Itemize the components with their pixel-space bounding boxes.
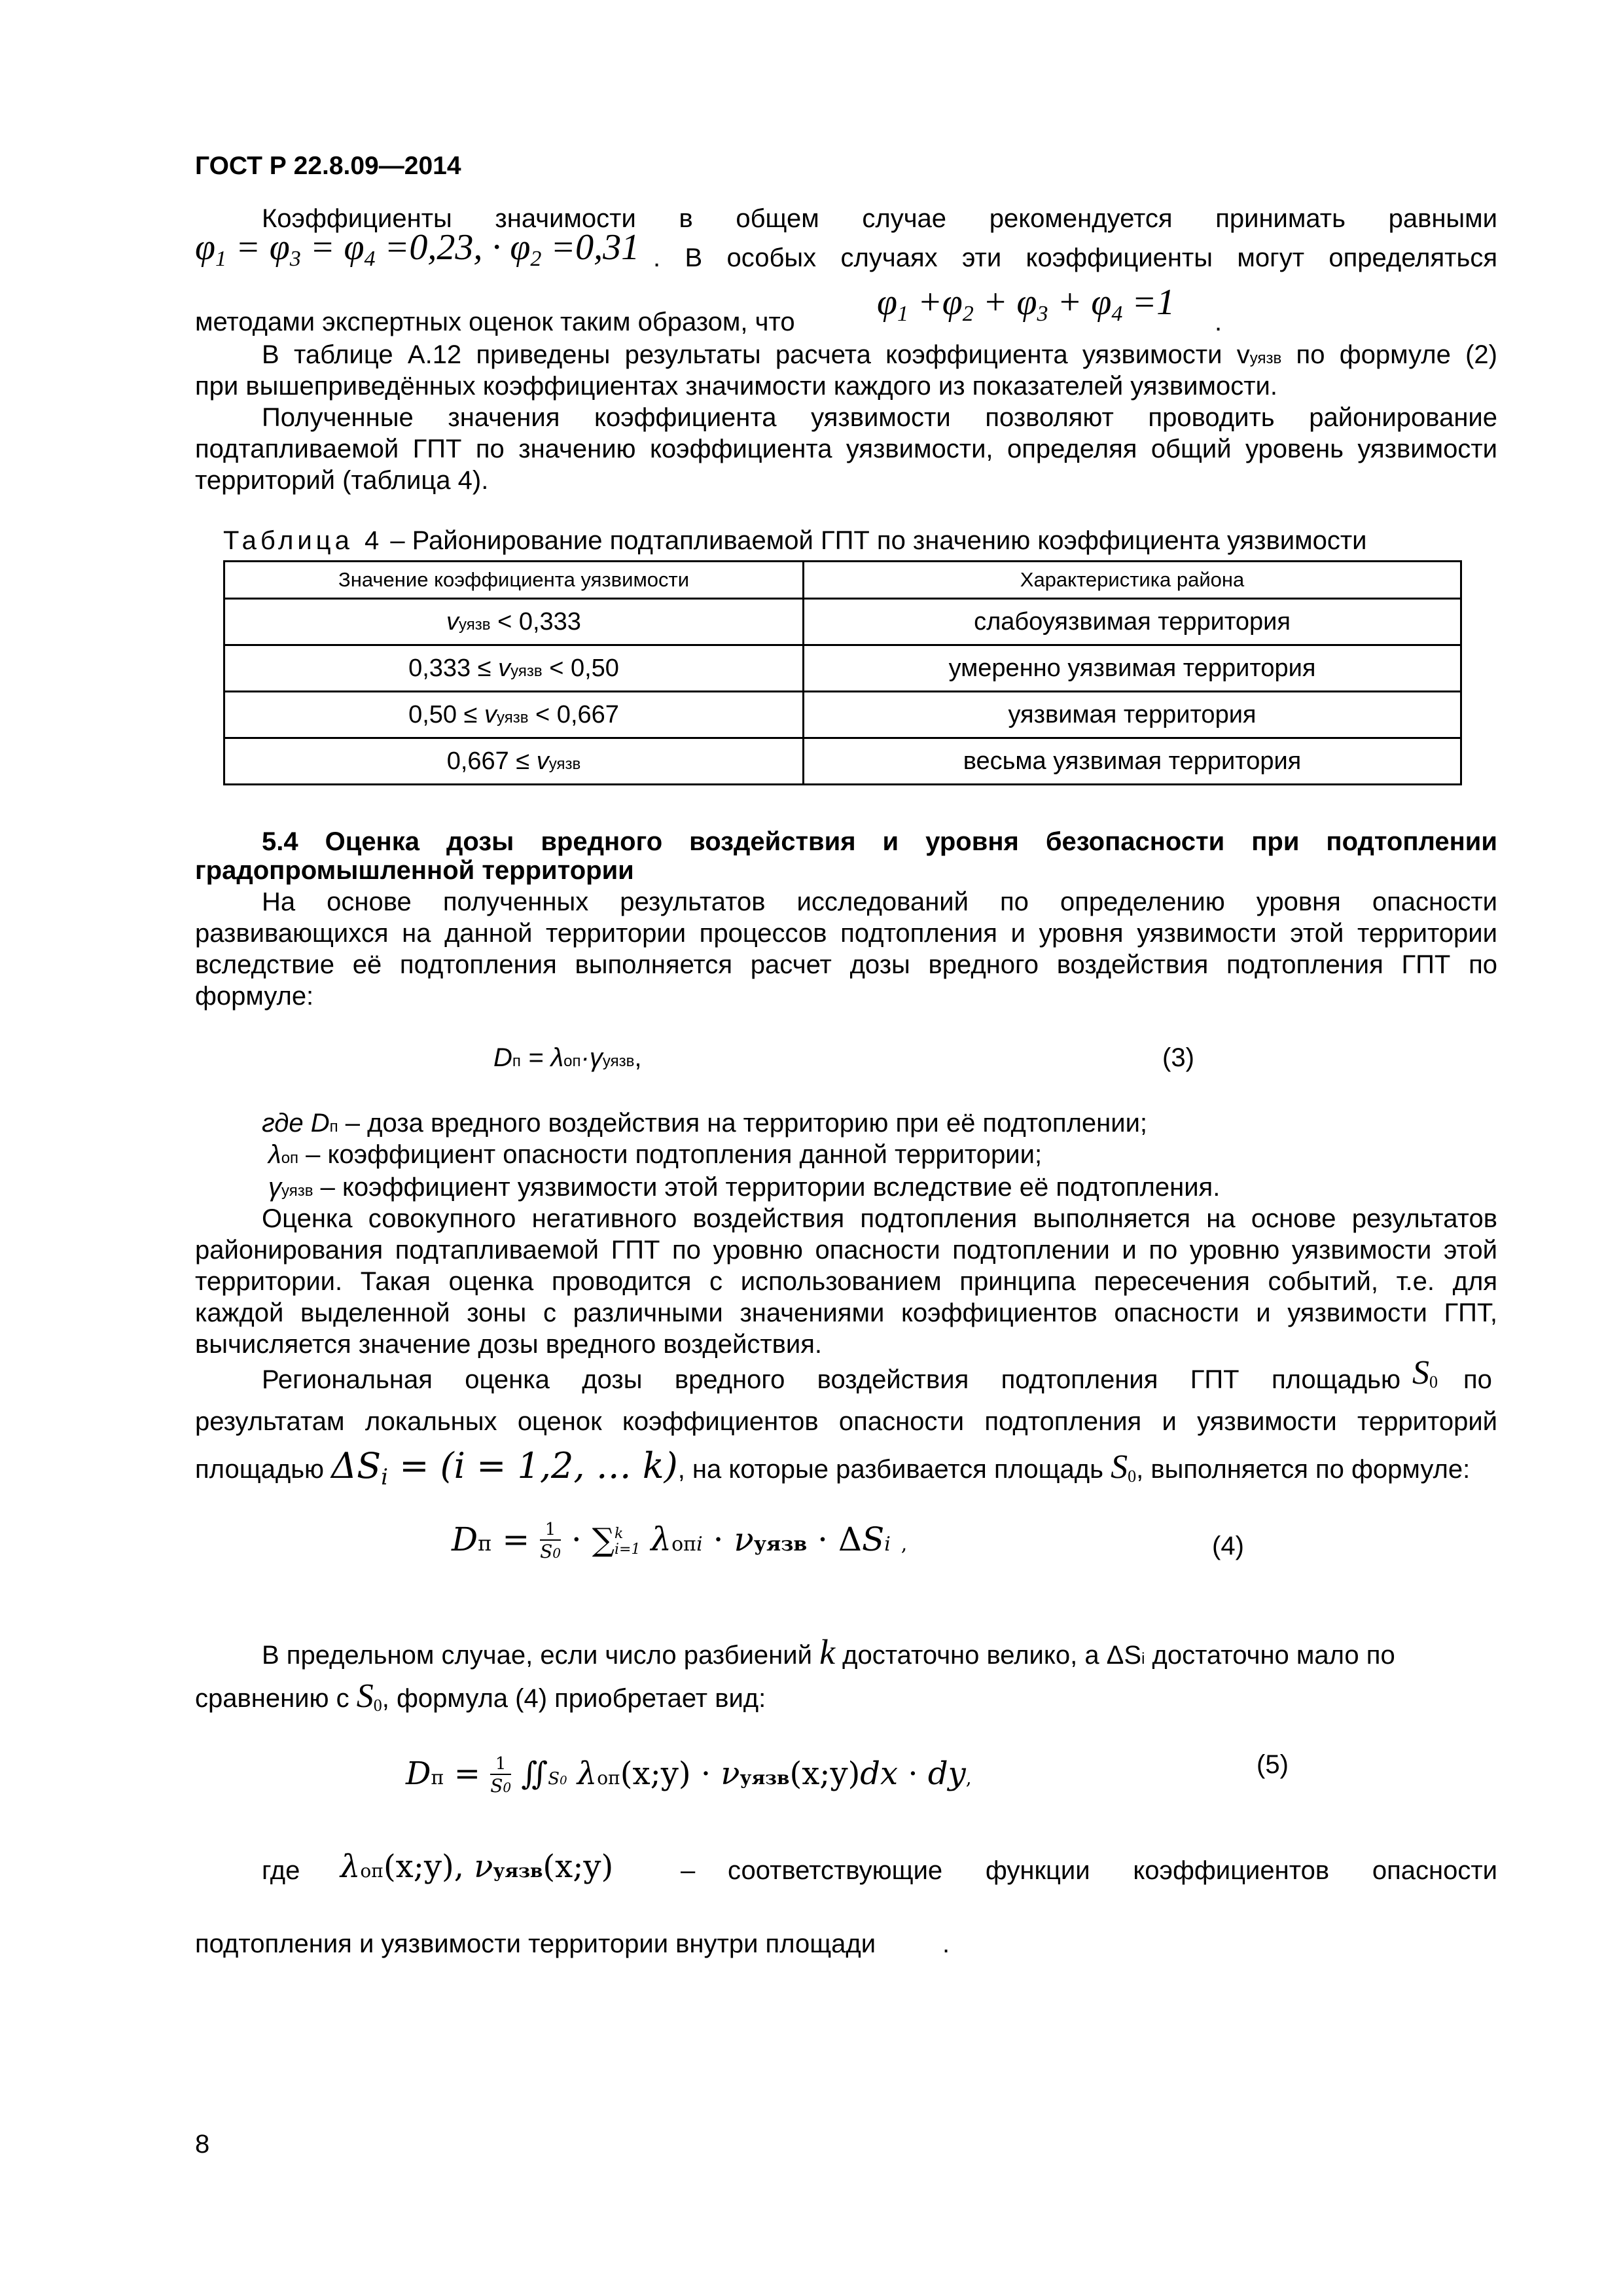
paragraph-line: Оценка совокупного негативного воздействия подтопления выполняется на основе результатов: [262, 1204, 1497, 1233]
section-title-text: Оценка дозы вредного воздействия и уровня безопасности при подтоплении: [325, 827, 1497, 856]
formula-5: Dп = $\frac{1}{S0}$ ∬S0 λоп(x;y) · νуязв(x;y)dx · dy,: [406, 1753, 972, 1797]
cell-symbol: v: [484, 700, 497, 728]
formula-symbol: ,: [634, 1043, 642, 1072]
text-span: В предельном случае, если число разбиений: [262, 1641, 820, 1670]
formula-symbol: D: [493, 1043, 512, 1072]
paragraph-line: Коэффициенты значимости в общем случае рекомендуется принимать равными: [262, 204, 1497, 233]
table-caption-text: – Районирование подтапливаемой ГПТ по значению коэффициента уязвимости: [383, 526, 1367, 555]
paragraph-line: вычисляется значение дозы вредного воздействия.: [195, 1330, 823, 1359]
area-symbol-sub: 0: [373, 1696, 382, 1715]
page-number: 8: [195, 2130, 210, 2159]
paragraph-line: территории. Такая оценка проводится с использованием принципа пересечения событий, т.е. для: [195, 1267, 1497, 1296]
area-symbol-s: S: [356, 1677, 374, 1715]
cell-text: < 0,50: [542, 654, 619, 682]
table-row: [224, 645, 1461, 692]
table-cell: весьма уязвимая территория: [804, 738, 1461, 785]
paragraph-line: при вышеприведённых коэффициентах значимости каждого из показателей уязвимости.: [195, 372, 1277, 401]
formula-weights-sum: φ1 +φ2 + φ3 + φ4 =1: [877, 282, 1175, 326]
section-title: [262, 826, 1497, 857]
cell-subscript: уязв: [497, 708, 529, 726]
table-cell: [224, 645, 804, 692]
table-cell: умеренно уязвимая территория: [804, 645, 1461, 692]
formula-symbol: ·γ: [580, 1043, 603, 1072]
paragraph-line: районирования подтапливаемой ГПТ по уровню опасности подтоплении и по уровню уязвимости этой: [195, 1236, 1497, 1265]
definition-line: [262, 1107, 1147, 1143]
paragraph-line: подтапливаемой ГПТ по значению коэффициента уязвимости, определяя общий уровень уязвимости: [195, 435, 1497, 463]
subscript: i: [1141, 1650, 1145, 1668]
table-cell: [224, 692, 804, 738]
table-caption-label: Таблица 4: [223, 526, 383, 555]
def-text: – коэффициент опасности подтопления данной территории;: [298, 1140, 1043, 1169]
paragraph-line: развивающихся на данной территории процессов подтопления и уровня уязвимости этой территории: [195, 919, 1497, 948]
formula-3: [493, 1042, 641, 1077]
equation-number: (3): [1162, 1043, 1194, 1072]
period: .: [942, 1929, 950, 1958]
table-cell: [224, 599, 804, 645]
formula-weights: φ1 = φ3 = φ4 =0,23, · φ2 =0,31: [195, 227, 640, 271]
k-symbol: k: [819, 1632, 836, 1672]
definition-line: [268, 1139, 1042, 1174]
paragraph-line: . В особых случаях эти коэффициенты могут определяться: [653, 243, 1497, 272]
formula-symbol: = λ: [520, 1043, 564, 1072]
area-symbol: [1412, 1354, 1438, 1392]
formula-4: Dп = $\frac{1}{S0}$ · ∑ k i=1 λопi · νуязв · ΔSi ,: [452, 1520, 908, 1562]
def-symbol: где D: [262, 1109, 330, 1138]
table-header-cell: Значение коэффициента уязвимости: [224, 562, 804, 599]
table-caption: [223, 525, 1367, 556]
paragraph-line: Региональная оценка дозы вредного воздействия подтопления ГПТ площадью: [262, 1365, 1400, 1394]
document-header: ГОСТ Р 22.8.09—2014: [195, 152, 461, 180]
paragraph-line: [262, 339, 1497, 374]
dash: –: [681, 1856, 696, 1885]
delta-s: ΔS: [331, 1445, 382, 1486]
paragraph-line: результатам локальных оценок коэффициентов опасности подтопления и уязвимости территорий: [195, 1407, 1497, 1436]
paragraph-line: Полученные значения коэффициента уязвимости позволяют проводить районирование: [262, 403, 1497, 432]
definition-line: [268, 1172, 1220, 1207]
text-span: достаточно велико, а ΔS: [835, 1641, 1142, 1670]
subscript: уязв: [1249, 350, 1282, 367]
paragraph-line: каждой выделенной зоны с различными значениями коэффициентов опасности и уязвимости ГПТ,: [195, 1299, 1497, 1327]
paragraph-line: [195, 1677, 766, 1721]
area-symbol: [357, 1677, 382, 1715]
cell-symbol: v: [536, 747, 549, 775]
cell-symbol: v: [498, 654, 511, 682]
paragraph-line: формуле:: [195, 982, 314, 1011]
def-subscript: оп: [281, 1149, 299, 1167]
area-symbol-sub: 0: [1429, 1372, 1438, 1391]
paragraph-line: территорий (таблица 4).: [195, 466, 489, 495]
area-symbol-s: S: [1111, 1448, 1128, 1486]
equation-number: (4): [1212, 1532, 1244, 1560]
delta-s-sub: i: [381, 1464, 389, 1490]
cell-text: < 0,667: [528, 700, 619, 728]
paragraph-line: методами экспертных оценок таким образом, что: [195, 308, 795, 336]
area-symbol: [1111, 1448, 1136, 1486]
cell-subscript: уязв: [548, 755, 581, 773]
delta-s-formula: [331, 1445, 678, 1490]
area-symbol-s: S: [1412, 1354, 1429, 1391]
formula-weights-line: [195, 226, 1497, 274]
text-span: площадью: [195, 1455, 332, 1484]
index-range: = (i = 1,2, … k): [388, 1445, 678, 1486]
def-subscript: уязв: [281, 1182, 313, 1200]
paragraph-line: [262, 1632, 1497, 1675]
formula-subscript: п: [512, 1052, 521, 1070]
section-title-line: градопромышленной территории: [195, 856, 634, 885]
paragraph-line: подтопления и уязвимости территории внутри площади: [195, 1929, 876, 1958]
table-cell: слабоуязвимая территория: [804, 599, 1461, 645]
paragraph-line: На основе полученных результатов исследований по определению уровня опасности: [262, 888, 1497, 916]
paragraph-line: вследствие её подтопления выполняется расчет дозы вредного воздействия подтопления ГПТ по: [195, 950, 1497, 979]
text-span: по формуле (2): [1281, 340, 1497, 369]
paragraph-line: по: [1463, 1365, 1492, 1394]
def-text: – коэффициент уязвимости этой территории вследствие её подтопления.: [313, 1173, 1221, 1202]
table-header-cell: Характеристика района: [804, 562, 1461, 599]
equation-number: (5): [1257, 1750, 1289, 1779]
paragraph-line: соответствующие функции коэффициентов опасности: [728, 1856, 1497, 1885]
cell-text: < 0,333: [490, 607, 581, 636]
text-span: достаточно мало по: [1145, 1641, 1395, 1670]
area-symbol-sub: 0: [1128, 1467, 1137, 1486]
formula-subscript: оп: [563, 1052, 581, 1070]
cell-text: 0,333 ≤: [408, 654, 499, 682]
paragraph-word: где: [262, 1856, 300, 1885]
text-span: В таблице А.12 приведены результаты расчета коэффициента уязвимости v: [262, 340, 1250, 369]
section-number: 5.4: [262, 827, 298, 856]
text-span: , выполняется по формуле:: [1136, 1455, 1471, 1484]
cell-text: 0,667 ≤: [446, 747, 537, 775]
def-symbol: γ: [268, 1173, 281, 1202]
text-span: , формула (4) приобретает вид:: [382, 1684, 766, 1713]
table-row: [224, 738, 1461, 785]
text-span: сравнению с: [195, 1684, 357, 1713]
cell-symbol: v: [446, 607, 459, 636]
def-text: – доза вредного воздействия на территорию при её подтоплении;: [338, 1109, 1148, 1138]
table-row: [224, 599, 1461, 645]
zoning-table: [223, 560, 1462, 785]
cell-subscript: уязв: [510, 662, 543, 680]
function-symbols: λоп(x;y), νуязв(x;y): [340, 1848, 614, 1885]
formula-subscript: уязв: [602, 1052, 635, 1070]
paragraph-line: [195, 1445, 1471, 1493]
table-cell: [224, 738, 804, 785]
table-row: [224, 692, 1461, 738]
text-span: , на которые разбивается площадь: [677, 1455, 1111, 1484]
table-cell: уязвимая территория: [804, 692, 1461, 738]
cell-text: 0,50 ≤: [408, 700, 485, 728]
period: .: [1215, 308, 1222, 336]
def-symbol: λ: [268, 1140, 281, 1169]
def-subscript: п: [329, 1118, 338, 1136]
table-header-row: [224, 562, 1461, 599]
cell-subscript: уязв: [459, 615, 491, 634]
